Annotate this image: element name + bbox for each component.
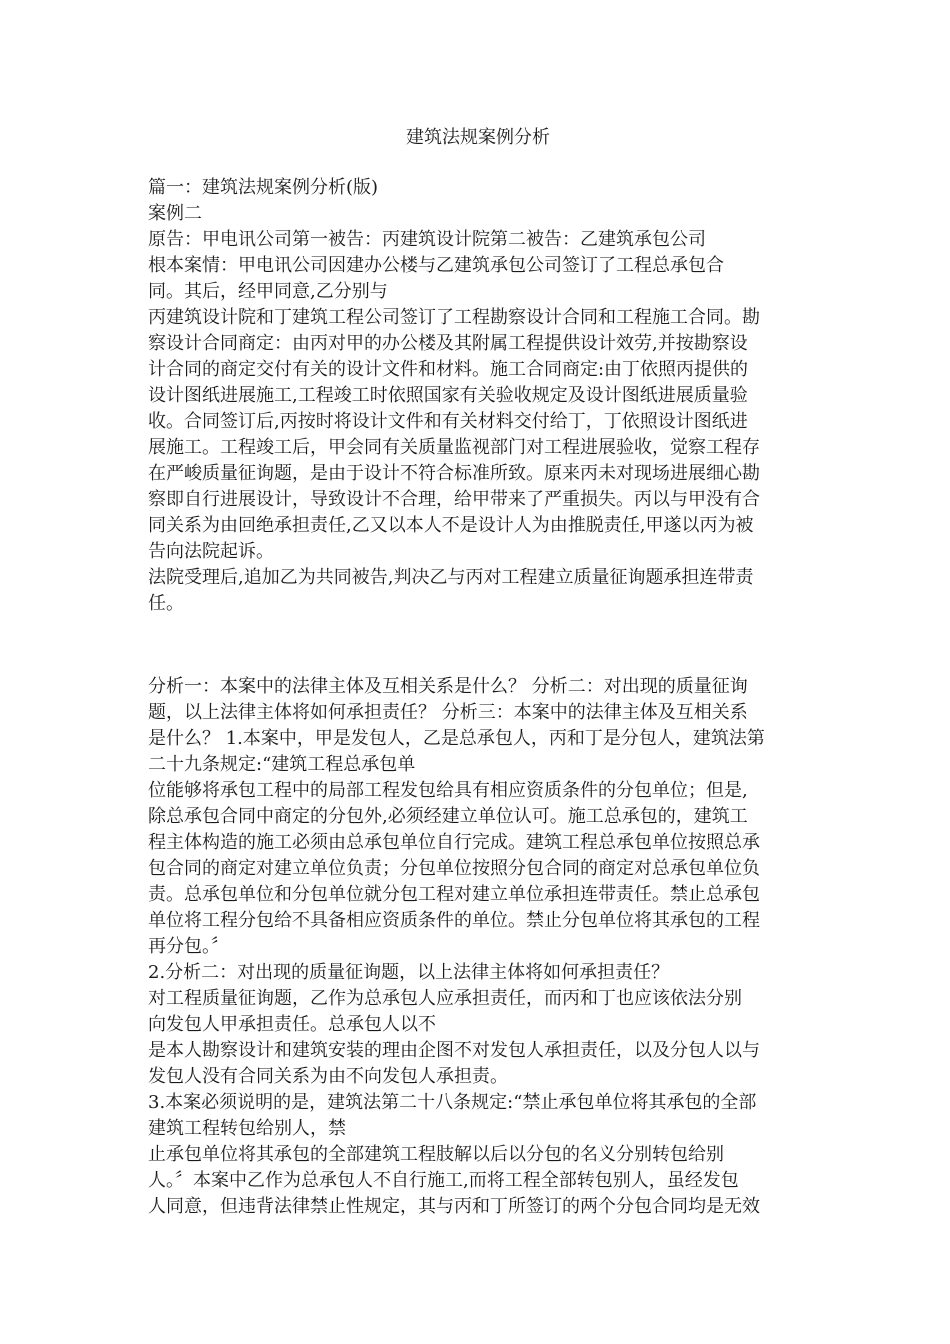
- text-line: 计合同的商定交付有关的设计文件和材料。施工合同商定:由丁依照丙提供的: [148, 359, 749, 380]
- text-line: 法院受理后,追加乙为共同被告,判决乙与丙对工程建立质量征询题承担连带责: [148, 567, 754, 588]
- text-line: 丙建筑设计院和丁建筑工程公司签订了工程勘察设计合同和工程施工合同。勘: [148, 307, 760, 328]
- text-line: 任。: [148, 593, 184, 614]
- text-line: 收。合同签订后,丙按时将设计文件和有关材料交付给丁，丁依照设计图纸进: [148, 411, 748, 432]
- document-title: 建筑法规案例分析: [406, 127, 550, 148]
- text-line: 题，以上法律主体将如何承担责任？ 分析三：本案中的法律主体及互相关系: [148, 702, 748, 723]
- text-line: 在严峻质量征询题，是由于设计不符合标准所致。原来丙未对现场进展细心勘: [148, 463, 760, 484]
- text-line: 发包人没有合同关系为由不向发包人承担责。: [148, 1066, 508, 1087]
- text-line: 除总承包合同中商定的分包外,必须经建立单位认可。施工总承包的，建筑工: [148, 806, 748, 827]
- text-line: 再分包。〞: [148, 936, 229, 957]
- text-line: 3.本案必须说明的是，建筑法第二十八条规定:“禁止承包单位将其承包的全部: [148, 1092, 757, 1113]
- text-line: 案例二: [148, 203, 202, 224]
- text-line: 是什么？ 1.本案中，甲是发包人，乙是总承包人，丙和丁是分包人，建筑法第: [148, 728, 765, 749]
- text-line: 责。总承包单位和分包单位就分包工程对建立单位承担连带责任。禁止总承包: [148, 884, 760, 905]
- text-line: 包合同的商定对建立单位负责；分包单位按照分包合同的商定对总承包单位负: [148, 858, 760, 879]
- text-line: 向发包人甲承担责任。总承包人以不: [148, 1014, 436, 1035]
- text-line: 2.分析二：对出现的质量征询题，以上法律主体将如何承担责任？: [148, 962, 670, 983]
- text-line: 同关系为由回绝承担责任,乙又以本人不是设计人为由推脱责任,甲遂以丙为被: [148, 515, 754, 536]
- text-line: 察设计合同商定：由丙对甲的办公楼及其附属工程提供设计效劳,并按勘察设: [148, 333, 748, 354]
- text-line: 单位将工程分包给不具备相应资质条件的单位。禁止分包单位将其承包的工程: [148, 910, 760, 931]
- text-line: 二十九条规定:“建筑工程总承包单: [148, 754, 416, 775]
- text-line: 止承包单位将其承包的全部建筑工程肢解以后以分包的名义分别转包给别: [148, 1144, 724, 1165]
- text-line: 根本案情：甲电讯公司因建办公楼与乙建筑承包公司签订了工程总承包合: [148, 255, 724, 276]
- text-line: 对工程质量征询题，乙作为总承包人应承担责任，而丙和丁也应该依法分别: [148, 988, 742, 1009]
- case-analysis-section: [148, 674, 808, 1220]
- text-line: 设计图纸进展施工,工程竣工时依照国家有关验收规定及设计图纸进展质量验: [148, 385, 748, 406]
- text-line: 原告：甲电讯公司第一被告：丙建筑设计院第二被告：乙建筑承包公司: [148, 229, 706, 250]
- text-line: 分析一：本案中的法律主体及互相关系是什么？ 分析二：对出现的质量征询: [148, 676, 748, 697]
- text-line: 是本人勘察设计和建筑安装的理由企图不对发包人承担责任，以及分包人以与: [148, 1040, 760, 1061]
- text-line: 同。其后，经甲同意,乙分别与: [148, 281, 388, 302]
- text-line: 察即自行进展设计，导致设计不合理，给甲带来了严重损失。丙以与甲没有合: [148, 489, 760, 510]
- text-line: 展施工。工程竣工后，甲会同有关质量监视部门对工程进展验收，觉察工程存: [148, 437, 760, 458]
- text-line: 告向法院起诉。: [148, 541, 274, 562]
- text-line: 人同意，但违背法律禁止性规定，其与丙和丁所签订的两个分包合同均是无效: [148, 1196, 760, 1217]
- case-description-section: [148, 175, 808, 617]
- text-line: 篇一：建筑法规案例分析(版): [148, 177, 379, 198]
- text-line: 人。〞本案中乙作为总承包人不自行施工,而将工程全部转包别人，虽经发包: [148, 1170, 739, 1191]
- text-line: 建筑工程转包给别人，禁: [148, 1118, 346, 1139]
- text-line: 位能够将承包工程中的局部工程发包给具有相应资质条件的分包单位；但是,: [148, 780, 748, 801]
- text-line: 程主体构造的施工必须由总承包单位自行完成。建筑工程总承包单位按照总承: [148, 832, 760, 853]
